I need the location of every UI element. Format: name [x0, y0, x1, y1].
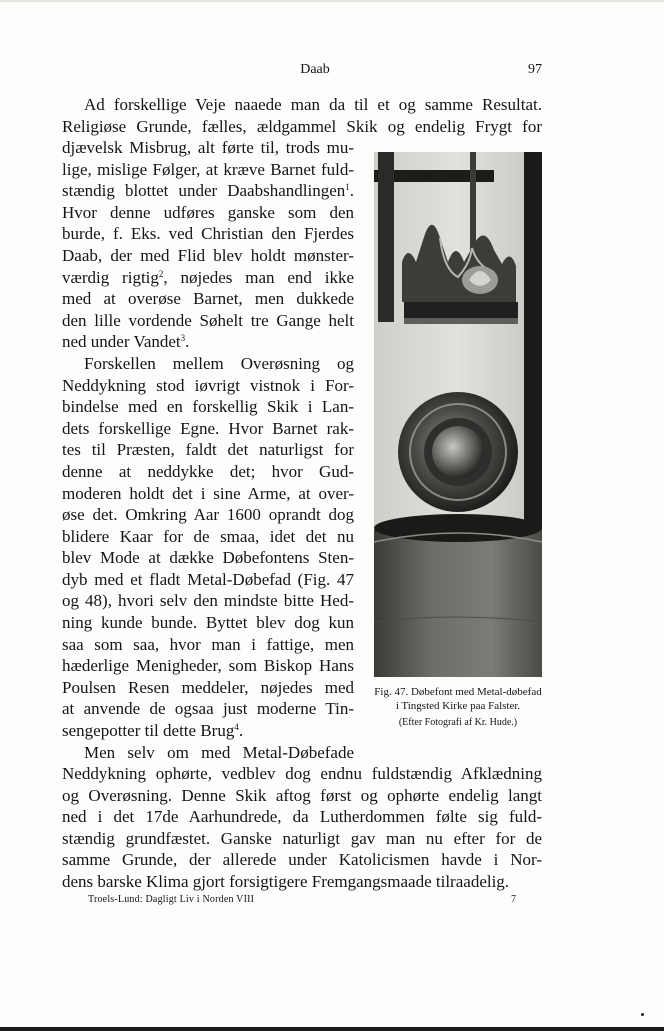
text-line: samme Grunde, der allerede under Katolicismen havde i Nor- [62, 850, 542, 870]
text-line: Neddykning stod iøvrigt vistnok i For- [62, 375, 354, 395]
page-header [88, 62, 542, 82]
page-number: 97 [528, 62, 542, 77]
footnote-marker: 1 [345, 182, 350, 193]
text-line: ned i det 17de Aarhundrede, da Lutherdommen følte sig fuld- [62, 807, 542, 827]
text-line: blidere Kaar for de smaa, idet det nu [62, 526, 354, 546]
footnote-marker: 3 [180, 333, 186, 344]
baptismal-font-photograph [374, 152, 542, 677]
text-line: den lille vordende Søhelt tre Gange helt [62, 310, 354, 330]
text-line: tes til Præsten, faldt det naturligst for [62, 440, 354, 460]
text-line: og 48), hvori selv den mindste bitte Hed- [62, 591, 354, 611]
text-line: dens barske Klima gjort forsigtigere Fremgangsmaade tilraadelig. [62, 871, 510, 891]
caption-text: Fig. 47. Døbefont med Metal-døbefad i Tingsted Kirke paa Falster. [374, 686, 542, 712]
text-line: lige, mislige Følger, at kræve Barnet fuld- [62, 159, 354, 179]
figure-caption [372, 686, 544, 730]
text-line: burde, f. Eks. ved Christian den Fjerdes [62, 224, 354, 244]
text-line: øse det. Omkring Aar 1600 oprandt dog [62, 505, 354, 525]
text-line: stændig blottet under Daabshandlingen$^1$. [62, 181, 354, 201]
text-line: Daab, der med Flid blev holdt mønster- [62, 245, 354, 265]
text-line: saa som saa, hvor man i fattige, men [62, 634, 354, 654]
photo-credit: (Efter Fotografi af Kr. Hude.) [398, 717, 518, 728]
text-line: ned under Vandet$^3$. [62, 332, 190, 352]
text-line: moderen holdt det i sine Arme, at over- [62, 483, 354, 503]
text-line: dyb med et fladt Metal-Døbefad (Fig. 47 [62, 569, 354, 589]
text-line: dets forskellige Egne. Hvor Barnet rak- [62, 418, 354, 438]
text-line: hæderlige Menigheder, som Biskop Hans [62, 656, 354, 676]
footnote-marker: 2 [158, 268, 164, 279]
body-text-bottom [62, 763, 542, 893]
text-line: at anvende de ogsaa just moderne Tin- [62, 699, 354, 719]
signature-line: Troels-Lund: Dagligt Liv i Norden VIII [88, 894, 255, 905]
top-edge-rule [0, 0, 664, 2]
text-line: værdig rigtig$^2$, nøjedes man end ikke [62, 267, 354, 287]
text-line: stændig grundfæstet. Ganske naturligt gav man nu efter for de [62, 828, 542, 848]
text-line: og Overøsning. Denne Skik aftog først og ophørte endelig langt [62, 785, 542, 805]
running-head: Daab [300, 62, 330, 77]
text-line: denne at neddykke det; hvor Gud- [62, 461, 354, 481]
text-line: Ad forskellige Veje naaede man da til et og samme Resultat. [84, 95, 542, 114]
text-line: bindelse med en forskellig Skik i Lan- [62, 397, 354, 417]
page-footer [88, 894, 528, 908]
text-line: Men selv om med Metal-Døbefade [84, 742, 354, 762]
body-text-column [62, 137, 354, 763]
paper-speck [641, 1013, 644, 1016]
text-line: Neddykning ophørte, vedblev dog endnu fuldstændig Afklædning [62, 764, 542, 783]
signature-mark: 7 [511, 894, 516, 905]
baptismal-font-image [374, 152, 542, 677]
bottom-edge-rule [0, 1027, 664, 1031]
text-line: Religiøse Grunde, fælles, ældgammel Skik og endelig Frygt for [62, 116, 542, 136]
text-line: djævelsk Misbrug, alt førte til, trods mu- [62, 138, 354, 157]
text-line: Forskellen mellem Overøsning og [84, 353, 354, 373]
text-line: blev Mode at dække Døbefontens Sten- [62, 548, 354, 568]
text-line: Hvor denne udføres ganske som den [62, 202, 354, 222]
text-line: Poulsen Resen meddeler, nøjedes med [62, 677, 354, 697]
text-line: med at overøse Barnet, men dukkede [62, 289, 354, 309]
text-line: sengepotter til dette Brug$^4$. [62, 721, 244, 741]
text-line: ning kunde bunde. Byttet blev dog kun [62, 613, 354, 633]
footnote-marker: 4 [234, 722, 239, 733]
body-text-top [62, 94, 542, 137]
